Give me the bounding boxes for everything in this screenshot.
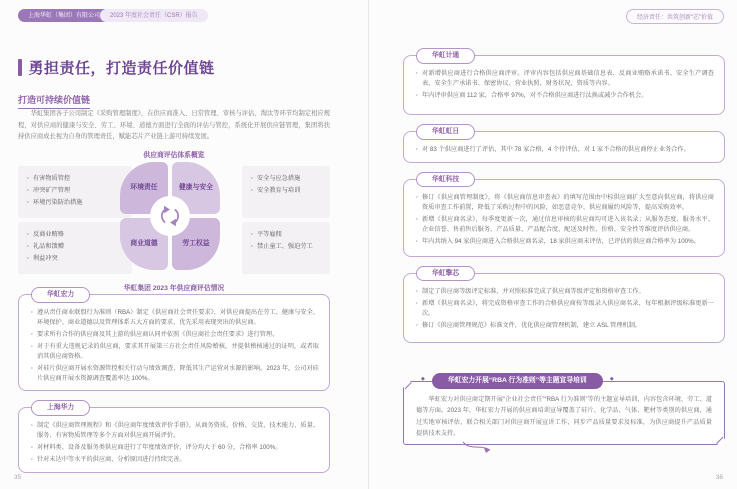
supplier-evaluation-diagram — [18, 158, 330, 278]
card-title-badge: 上海华力 — [31, 400, 90, 416]
petal-business-ethics: 商业道德 — [120, 218, 168, 270]
supplier-card-huahong-qingxin — [403, 269, 725, 343]
card-bullet: · 要求所有合作的供应商及其上游的供应商认同并依照《供应商社会责任要求》进行管理。 — [29, 330, 319, 340]
list-item: · 利益冲突 — [26, 253, 124, 265]
card-title-badge: 华虹擎芯 — [416, 266, 475, 282]
list-item: · 冲突矿产管理 — [26, 185, 124, 197]
page-divider — [368, 0, 369, 489]
supplier-card-huahong-hongri — [403, 128, 725, 163]
cycle-arrows-icon — [157, 203, 183, 229]
health-safety-items-box — [242, 166, 330, 218]
company-badge: 上海华虹（集团）有限公司 — [18, 9, 110, 22]
card-bullet: · 遵从责任商业联盟行为准则（RBA）制定《供应商社会责任要求》，对供应商提出在劳工、健康与安全、环境保护、商业道德以及管理体系五大方面的要求，优先采用表现突出的供应商。 — [29, 308, 319, 328]
supplier-card-huahong-jitong — [403, 52, 725, 115]
card-bullet: · 年内共纳入 94 家供应商进入合格供应商名录，18 家供应商未评估，已评估的供应商合格率为 100%。 — [414, 237, 714, 247]
petal-labor-rights: 劳工权益 — [172, 218, 220, 270]
card-bullet: · 修订《供应商管理制度》，将《供应商信息审查表》的填写范围由中标供应商扩大至意向供应商，将供应商资质审查工作前置，降低了采购过程中的风险，如恶意竞争、供应商履约风险等，提高采购效率。 — [414, 193, 714, 213]
list-item: · 安全与应急措施 — [250, 173, 322, 185]
card-bullet: · 制定《供应商管理规程》和《供应商年度绩效评价手册》，从商务资质、价格、交货、技术能力、质量、服务、有害物质管理等多个方面对供应商开展评价。 — [29, 421, 319, 441]
chapter-badge: 经济责任：共筑创新“芯”价值 — [626, 9, 724, 24]
training-highlight-box — [403, 377, 725, 445]
highlight-body: 华虹宏力对供应商定期开展“企业社会责任”“RBA 行为准则”等的主题宣导培训，内容包含环境、劳工、道德等方面。2023 年，华虹宏力开展的供应商培训宣导覆盖了硅片、化学品、气体、靶材等类别的供应商，通过实地审核评估、联合相关部门对供应商开展宣讲工作，同步产品质量要求及标准，为供应商提升产品质量提供技术支持。 — [416, 396, 712, 438]
subsection-heading — [18, 90, 90, 108]
report-title-badge: 2023 年度社会责任（CSR）报告 — [100, 9, 208, 22]
card-bullet: · 对新增供应商进行合格供应商评审。评审内容包括供应商基础信息表、反商业贿赂承诺书、安全生产调查表、安全生产承诺书、保密协议、营业执照、财务状况、资质等内容。 — [414, 69, 714, 89]
supplier-card-shanghai-huali — [18, 404, 330, 473]
evaluation-section-title: 华虹集团 2023 年供应商评估情况 — [123, 285, 225, 292]
card-bullet: · 新增《供应商名录》，每季度更新一次，通过信息审核的供应商均可进入该名录；从服务态度、服务水平、企业信誉、售前售后服务、产品质量、产品配合度、配送及时性、价格、安全性等维度评估供应商。 — [414, 215, 714, 235]
card-title-badge: 华虹计通 — [416, 48, 475, 64]
intro-paragraph: 华虹集团各子公司制定《采购管理制度》，在供应商准入、日常管理、审核与评估、淘汰等环节均制定相应规程，对供应商的健康与安全、劳工、环境、道德方面进行全面的评估与管控，系统化开展供应链管理，集团将扶持供应商成长视为自身的管理责任，赋能芯片产业链上游可持续发展。 — [18, 110, 330, 141]
card-bullet: · 年内评审供应商 112 家，合格率 97%，对不合格供应商进行汰换或减少合作机会。 — [414, 91, 714, 101]
list-item: · 禁止童工、强迫劳工 — [250, 241, 322, 253]
card-bullet: · 对于有重大违规记录的供应商，要求其开展第三方社会责任风险稽核，并提供稽核通过的证明，或者取消其供应商资格。 — [29, 342, 319, 362]
environment-items-box — [18, 166, 132, 218]
labor-rights-items-box — [242, 222, 330, 274]
card-title-badge: 华虹虹日 — [416, 124, 475, 140]
ribbon-flourish-icon — [462, 441, 492, 453]
list-item: · 有害物质管控 — [26, 173, 124, 185]
petal-environment: 环境责任 — [120, 162, 168, 214]
card-title-badge: 华虹科技 — [416, 172, 475, 188]
card-bullet: · 对硅片供应商开展水资源管控相关行动与绩效调查，降低其生产运营对水源的影响。2023 年，公司对硅片供应商开展水资源调查覆盖率达 100%。 — [29, 364, 319, 384]
page-number-right: 36 — [715, 474, 723, 481]
highlight-title-badge: ◆ 华虹宏力开展“RBA 行为准则”等主题宣导培训 ◆ — [432, 373, 603, 389]
petal-health-safety: 健康与安全 — [172, 162, 220, 214]
right-cards-column — [403, 52, 725, 343]
card-bullet: · 制定了供应商等级评定标准，并对照标准完成了供应商等级评定和资格审查工作。 — [414, 287, 714, 297]
subsection-heading-text: 打造可持续价值链 — [18, 95, 90, 109]
list-item: · 反商业贿赂 — [26, 229, 124, 241]
page-title — [18, 57, 215, 78]
page-number-left: 35 — [14, 474, 22, 481]
title-accent-bar — [18, 59, 22, 76]
list-item: · 平等雇佣 — [250, 229, 322, 241]
supplier-card-huahong-grace — [18, 291, 330, 391]
four-petal-diagram — [120, 162, 220, 270]
list-item: · 安全教育与培训 — [250, 185, 322, 197]
diagram-center-circle — [150, 196, 190, 236]
list-item: · 环境污染防治措施 — [26, 197, 124, 209]
diagram-title: 供应商评估体系概览 — [143, 152, 205, 159]
card-bullet: · 新增《供应商名录》，将完成资格审查工作的合格供应商按等级录入供应商名录，每年根据评级标准更新一次。 — [414, 299, 714, 319]
card-bullet: · 对材料类、设备及服务类供应商进行了年度绩效评价，评分均大于 60 分，合格率 100%。 — [29, 443, 319, 453]
page-title-text: 勇担责任，打造责任价值链 — [28, 60, 215, 77]
list-item: · 礼品和馈赠 — [26, 241, 124, 253]
card-title-badge: 华虹宏力 — [31, 287, 90, 303]
left-cards-column — [18, 291, 330, 473]
card-bullet: · 对 83 个供应商进行了评估，其中 78 家合格，4 个待评估，对 1 家不合格的供应商停止业务合作。 — [414, 145, 714, 155]
business-ethics-items-box — [18, 222, 132, 274]
card-bullet: · 针对未达中等水平的供应商，分析原因进行持续完善。 — [29, 455, 319, 465]
card-bullet: · 修订《供应商管理规范》标准文件，优化供应商管理机制，建立 ASL 管理机制。 — [414, 321, 714, 331]
supplier-card-huahong-keji — [403, 175, 725, 257]
